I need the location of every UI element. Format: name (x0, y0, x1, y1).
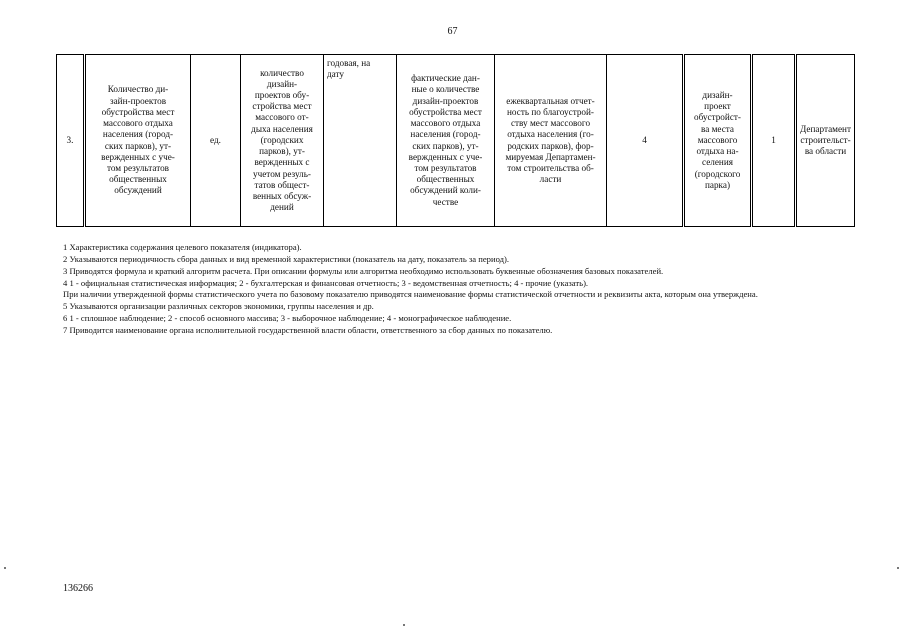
cell-indicator-name: Количество ди- зайн-проектов обустройства мест массового отдыха населения (город- ских парков), ут- вержденных с уче- том результатов общественных обсуждений (85, 55, 191, 227)
footnote: 6 1 - сплошное наблюдение; 2 - способ основного массива; 3 - выборочное наблюдение; 4 - монографическое наблюдение. (63, 313, 512, 324)
footnote: 2 Указываются периодичность сбора данных и вид временной характеристики (показатель на дату, показатель за период). (63, 253, 510, 264)
indicator-table (56, 54, 855, 227)
footnote: 7 Приводится наименование органа исполнительной государственной власти области, ответственного за сбор данных по показателю. (63, 325, 553, 336)
footnotes (63, 242, 883, 337)
cell-method: 4 (607, 55, 684, 227)
footnote: 3 Приводятся формула и краткий алгоритм расчета. При описании формулы или алгоритма необходимо использовать буквенные обозначения базовых показателей. (63, 265, 664, 276)
page-number: 67 (447, 26, 458, 37)
scan-dot (897, 567, 899, 569)
footnote: 1 Характеристика содержания целевого показателя (индикатора). (63, 242, 302, 252)
cell-data-source: ежеквартальная отчет- ность по благоустрой- ству мест массового отдыха населения (го- родских парков), фор- мируемая Департамен- том строительства об- ласти (495, 55, 607, 227)
scan-dot (4, 567, 6, 569)
cell-periodicity: годовая, на дату (324, 55, 397, 227)
document-code: 136266 (63, 583, 93, 594)
cell-responsible: Департамент строительст- ва области (796, 55, 855, 227)
cell-coverage: 1 (752, 55, 796, 227)
cell-number: 3. (57, 55, 85, 227)
cell-unit-of-observation: дизайн- проект обустройст- ва места массового отдыха на- селения (городского парка) (684, 55, 752, 227)
scan-dot (403, 624, 405, 626)
footnote: При наличии утвержденной формы статистического учета по базовому показателю приводятся наименование формы статистической отчетности и реквизиты акта, которым она утверждена. (63, 289, 758, 300)
cell-definition: количество дизайн- проектов обу- стройства мест массового от- дыха населения (городских парков), ут- вержденных с учетом резуль- татов общест- венных обсуж- дений (241, 55, 324, 227)
cell-unit: ед. (191, 55, 241, 227)
cell-base-indicators: фактические дан- ные о количестве дизайн-проектов обустройства мест массового отдыха населения (город- ских парков), ут- вержденных с уче- том результатов общественных обсуждений коли- честве (397, 55, 495, 227)
footnote: 4 1 - официальная статистическая информация; 2 - бухгалтерская и финансовая отчетность; 3 - ведомственная отчетность; 4 - прочие (указать). (63, 277, 589, 288)
table-row (57, 55, 855, 227)
footnote: 5 Указываются организации различных секторов экономики, группы населения и др. (63, 301, 374, 312)
